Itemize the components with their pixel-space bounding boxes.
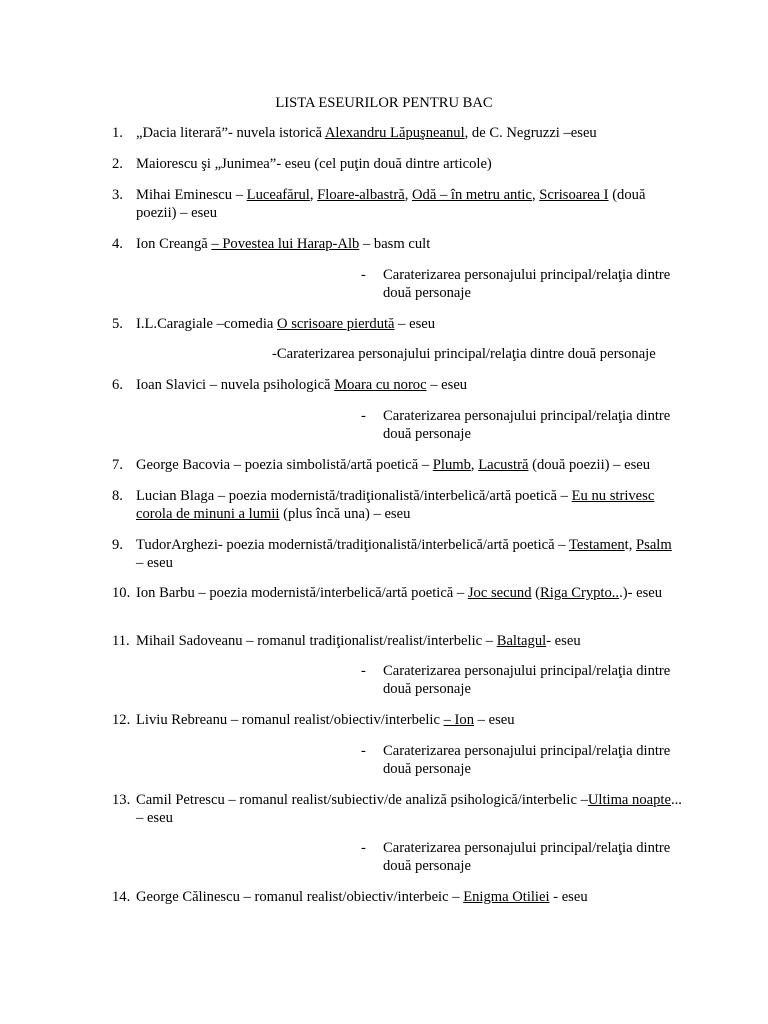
list-item — [112, 155, 682, 173]
list-item — [112, 487, 682, 523]
item-number: 7. — [112, 457, 123, 473]
sub-item — [361, 662, 671, 698]
list-item — [112, 632, 682, 650]
item-number: 12. — [112, 712, 131, 728]
item-text: George Bacovia – poezia simbolistă/artă poetică – Plumb, Lacustră (două poezii) – eseu — [136, 457, 651, 473]
item-number: 1. — [112, 125, 123, 141]
sub-item-dash: - — [361, 840, 366, 856]
sub-item-text: Caraterizarea personajului principal/relaţia dintre două personaje — [383, 840, 671, 874]
item-number: 4. — [112, 236, 123, 252]
item-text: „Dacia literară”- nuvela istorică Alexandru Lăpuşneanul, de C. Negruzzi –eseu — [136, 125, 597, 141]
item-text: Maiorescu şi „Junimea”- eseu (cel puţin două dintre articole) — [136, 156, 492, 172]
item-text: TudorArghezi- poezia modernistă/tradiţionalistă/interbelică/artă poetică – Testament, Psalm – eseu — [136, 537, 672, 571]
list-item — [112, 376, 682, 394]
sub-item-text: Caraterizarea personajului principal/relaţia dintre două personaje — [383, 267, 671, 301]
item-number: 2. — [112, 156, 123, 172]
sub-item-dash: - — [361, 743, 366, 759]
item-text: Ion Barbu – poezia modernistă/interbelică/artă poetică – Joc secund (Riga Crypto...)- eseu — [136, 585, 663, 601]
item-text: Mihai Eminescu – Luceafărul, Floare-albastră, Odă – în metru antic, Scrisoarea I (două poezii) – eseu — [136, 187, 646, 221]
item-number: 11. — [112, 633, 130, 649]
item-text: Camil Petrescu – romanul realist/subiectiv/de analiză psihologică/interbelic –Ultima noapte... – eseu — [136, 792, 682, 826]
item-number: 10. — [112, 585, 131, 601]
list-item — [112, 584, 682, 602]
list-item — [112, 888, 682, 906]
item-text: Lucian Blaga – poezia modernistă/tradiţionalistă/interbelică/artă poetică – Eu nu strivesc corola de minuni a lumii (plus încă una) – eseu — [136, 488, 655, 522]
item-text: I.L.Caragiale –comedia O scrisoare pierdută – eseu — [136, 316, 436, 332]
sub-item-dash: - — [361, 408, 366, 424]
item-number: 6. — [112, 377, 123, 393]
item-text: George Călinescu – romanul realist/obiectiv/interbeic – Enigma Otiliei - eseu — [136, 889, 588, 905]
item-text: Ion Creangă – Povestea lui Harap-Alb – basm cult — [136, 236, 431, 252]
list-item — [112, 791, 682, 827]
item-number: 5. — [112, 316, 123, 332]
sub-item-dash: - — [361, 663, 366, 679]
sub-item — [361, 742, 671, 778]
list-item — [112, 456, 682, 474]
list-item — [112, 124, 682, 142]
list-item — [112, 536, 682, 572]
list-item — [112, 186, 682, 222]
item-number: 14. — [112, 889, 131, 905]
sub-item — [361, 407, 671, 443]
list-item — [112, 235, 682, 253]
item-number: 3. — [112, 187, 123, 203]
sub-item-text: Caraterizarea personajului principal/relaţia dintre două personaje — [383, 743, 671, 777]
sub-item-text: Caraterizarea personajului principal/relaţia dintre două personaje — [383, 408, 671, 442]
sub-item-text: Caraterizarea personajului principal/relaţia dintre două personaje — [383, 663, 671, 697]
sub-item — [361, 839, 671, 875]
sub-item-dash: - — [361, 267, 366, 283]
list-item — [112, 711, 682, 729]
document-title: LISTA ESEURILOR PENTRU BAC — [275, 95, 493, 111]
sub-item — [361, 266, 671, 302]
list-item — [112, 315, 682, 333]
item-note: -Caraterizarea personajului principal/relaţia dintre două personaje — [272, 346, 656, 362]
item-number: 9. — [112, 537, 123, 553]
item-number: 13. — [112, 792, 131, 808]
item-text: Liviu Rebreanu – romanul realist/obiectiv/interbelic – Ion – eseu — [136, 712, 515, 728]
item-text: Mihail Sadoveanu – romanul tradiţionalist/realist/interbelic – Baltagul- eseu — [136, 633, 581, 649]
item-text: Ioan Slavici – nuvela psihologică Moara cu noroc – eseu — [136, 377, 468, 393]
item-number: 8. — [112, 488, 123, 504]
